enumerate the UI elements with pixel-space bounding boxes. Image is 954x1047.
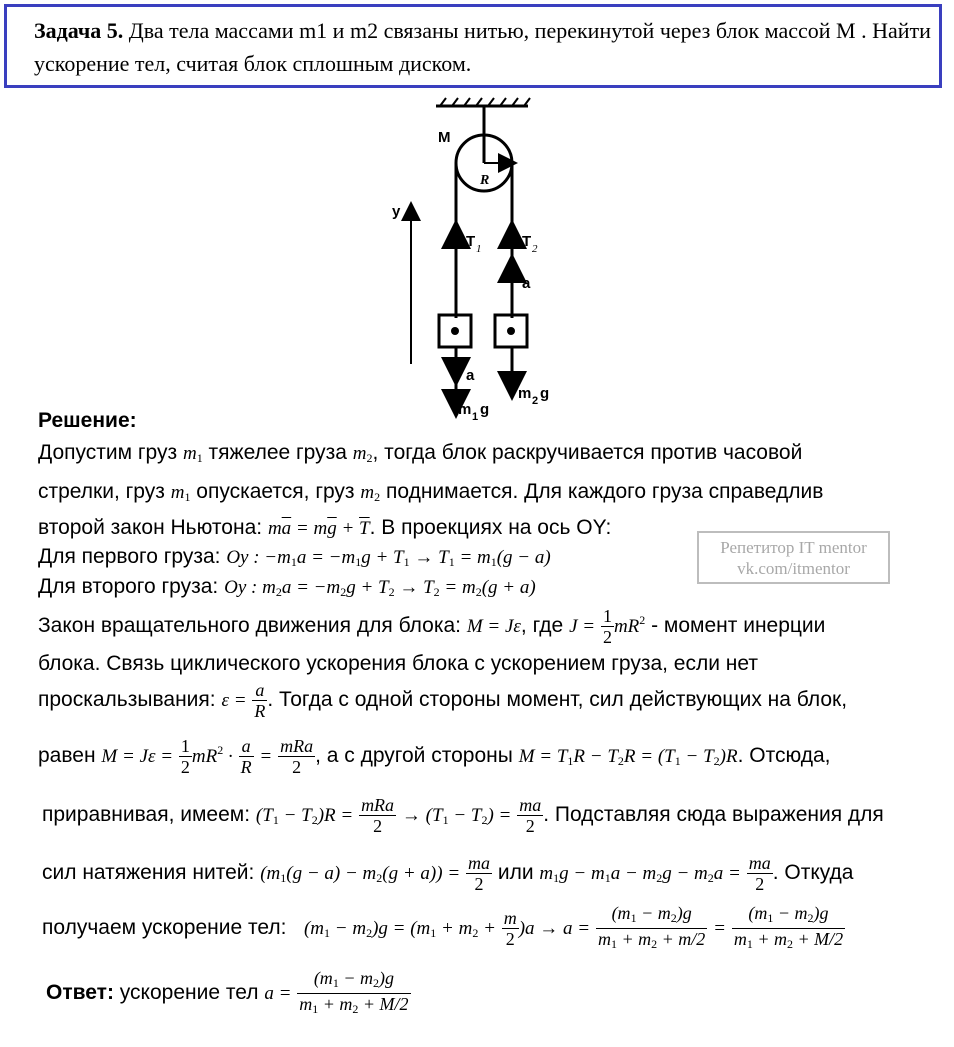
weight2-g: g (540, 385, 550, 402)
mass1-center (451, 327, 459, 335)
accel-up-label: a (522, 275, 531, 292)
solution-line-8: проскальзывания: ε = $\frac{a}{R}$ . Тогда с одной стороны момент, сил действующих на блок, (38, 680, 848, 721)
tension1-sub: 1 (476, 243, 482, 255)
task-label: Задача 5. (34, 18, 124, 43)
tension2-label: T (522, 233, 532, 250)
solution-line-9: равен M = Jε = $\frac{1}{2}$ $mR^2$ · $\frac{a}{R}$ = $\frac{\text{mRa}}{2}$ , а с другой стороны $M = T_1R - T_2R = (T_1 - T_2)R$. Отсюда, (38, 736, 831, 777)
weight1-g: g (480, 401, 490, 418)
weight2-sub: 2 (532, 395, 539, 407)
task-body: Два тела массами m1 и m2 связаны нитью, перекинутой через блок массой М . Найти ускорение тел, считая блок сплошным диском. (34, 18, 931, 76)
y-axis-label: y (392, 203, 401, 220)
weight1-sub: 1 (472, 411, 479, 423)
mass2-center (507, 327, 515, 335)
accel-down-label: a (466, 367, 475, 384)
solution-line-4: Для первого груза: Oy : $-m_1a = -m_1g + T_1 \to T_1 = m_1(g - a)$ (38, 545, 551, 569)
solution-line-3: второй закон Ньютона: $m\overline{a} = m\overline{g} + \overline{T}$. В проекциях на ось OY: (38, 516, 612, 539)
watermark (697, 531, 890, 584)
solution-line-10: приравнивая, имеем: $(T_1 - T_2)R$ = $\frac{\text{mRa}}{2}$ → $(T_1 - T_2)$ = $\frac{ma}{2}$ . Подставляя сюда выражения для (42, 795, 884, 836)
pulley-diagram (380, 96, 580, 426)
watermark-line-1: Репетитор IT mentor (720, 538, 867, 557)
answer-label: Ответ: (46, 981, 114, 1005)
radius-label: R (480, 173, 490, 188)
weight1-label: m (458, 401, 472, 418)
tension1-label: T (466, 233, 476, 250)
task-statement (34, 14, 934, 80)
ceiling (436, 98, 530, 106)
solution-line-6: Закон вращательного движения для блока: M = Jε, где J = $\frac{1}{2}$ $mR^2$ - момент инерции (38, 606, 826, 647)
solution-line-12: получаем ускорение тел: $(m_1 - m_2)g = (m_1 + m_2$ + $\frac{m}{2}$ )a → a = $\frac{(m_1 - m_2)g}{m_1 + m_2 + m/2}$ = $\frac{(m_1 - m_2)g}{m_1 + m_2 + M/2}$ (42, 903, 844, 951)
weight2-label: m (518, 385, 532, 402)
tension2-sub: 2 (532, 243, 538, 255)
solution-line-7: блока. Связь циклического ускорения блока с ускорением груза, если нет (38, 652, 758, 675)
solution-line-5: Для второго груза: Oy : $m_2a = -m_2g + T_2 \to T_2 = m_2(g + a)$ (38, 575, 536, 599)
solution-line-2: стрелки, груз $m_1$ опускается, груз $m_2$ поднимается. Для каждого груза справедлив (38, 480, 824, 504)
solution-line-11: сил натяжения нитей: $(m_1(g - a) - m_2(g + a))$ = $\frac{ma}{2}$ или $m_1g - m_1a - m_2g - m_2a$ = $\frac{ma}{2}$ . Откуда (42, 853, 854, 894)
solution-line-1: Допустим груз $m_1$ тяжелее груза $m_2$, тогда блок раскручивается против часовой (38, 441, 803, 465)
watermark-line-2: vk.com/itmentor (737, 559, 850, 578)
answer-line: Ответ: ускорение тел a = $\frac{(m_1 - m_2)g}{m_1 + m_2 + M/2}$ (46, 968, 409, 1016)
pulley-mass-label: M (438, 129, 451, 146)
solution-heading: Решение: (38, 409, 137, 432)
